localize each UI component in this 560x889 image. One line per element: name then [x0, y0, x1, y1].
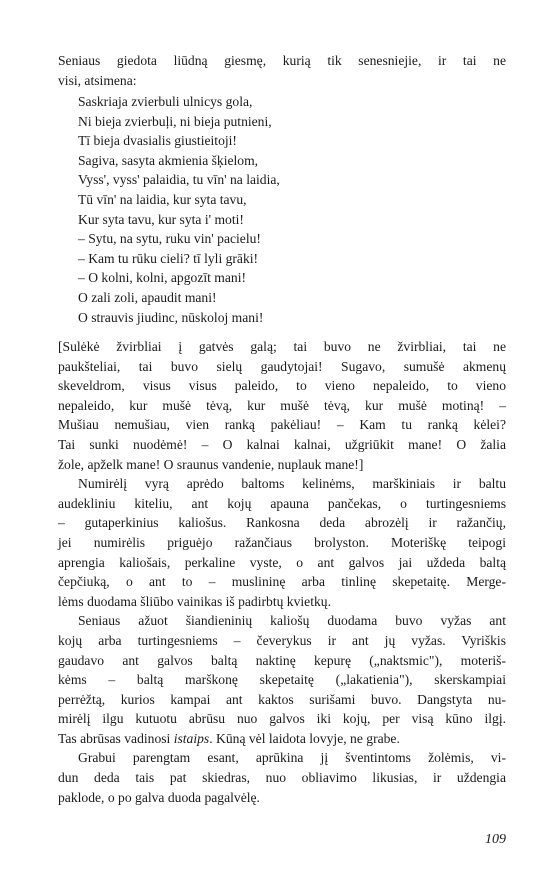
text-line: čepčiuką, o ant to – muslininę arba tinlinę skepetaitę. Merge- [58, 574, 506, 590]
text-line: dun deda tais pat skiedras, nuo obliavimo likusias, ir uždengia [58, 770, 506, 786]
body-text [58, 337, 506, 807]
text-line: audekliniu kiteliu, ant kojų apauna pančekas, o turtingesniems [58, 495, 506, 511]
verse-line: O strauvis jiudinc, nūskoloj mani! [78, 309, 264, 325]
text-segment: . Kūną vėl laidota lovyje, ne grabe. [209, 730, 400, 746]
verse-line: – O kolni, kolni, apgozīt mani! [78, 270, 247, 286]
text-line [58, 729, 506, 749]
verse-line: Vyss', vyss' palaidia, tu vīn' na laidia, [78, 172, 280, 188]
text-line: kojų arba turtingesniems – čeverykus ir ant jų vyžas. Vyriškis [58, 632, 506, 648]
text-line: Grabui parengtam esant, aprūkina jį šventintoms žolėmis, vi- [78, 750, 506, 766]
text-line: paklode, o po galva duoda pagalvėlę. [58, 789, 260, 805]
text-segment: Tas abrūsas vadinosi [58, 730, 171, 746]
translation-paragraph [58, 337, 506, 474]
text-line: mirėlį ilgu kutuotu abrūsu nuo galvos iki kojų, per visą kūno ilgį. [58, 711, 506, 727]
paragraph-coffin [58, 748, 506, 807]
text-line: kėms – baltą marškonę skepetaitę („lakatienia"), skerskampiai [58, 672, 506, 688]
paragraph-old-customs [58, 611, 506, 748]
text-line: Mušiau nemušiau, vien ranką pakėliau! – Kam tu ranką kėlei? [58, 417, 506, 433]
text-line: nepaleido, kur mušė tėvą, kur mušė tėvą, kur mušė motiną! – [58, 397, 506, 413]
dialect-song [78, 92, 518, 327]
verse-line: O zali zoli, apaudit mani! [78, 289, 217, 305]
verse-line: Tī bieja dvasialis giustieitoji! [78, 133, 237, 149]
text-line: Tai sunki nuodėmė! – O kalnai kalnai, užgriūkit mane! O žalia [58, 436, 506, 452]
verse-line: – Kam tu rūku cieli? tī lyli grāki! [78, 250, 259, 266]
text-line: Seniaus ažuot šiandieninių kaliošų duodama buvo vyžas ant [78, 613, 506, 629]
text-line: Seniaus giedota liūdną giesmę, kurią tik senesniejie, ir tai ne [58, 53, 506, 68]
verse-line: Ni bieja zvierbuļi, ni bieja putnieni, [78, 113, 272, 129]
text-line: visi, atsimena: [58, 72, 137, 88]
text-line: skeveldrom, visus visus paleido, to vieno nepaleido, to vieno [58, 378, 506, 394]
text-line: žole, apželk mane! O sraunus vandenie, nuplauk mane!] [58, 456, 364, 472]
verse-line: Sagiva, sasyta akmienia šķielom, [78, 152, 259, 168]
italic-term: istaips [173, 730, 210, 746]
page-number: 109 [485, 832, 506, 847]
verse-line: – Sytu, na sytu, ruku vin' pacielu! [78, 231, 261, 247]
text-line: perrėžtą, kurios kampai ant kaktos surišami buvo. Dangstyta nu- [58, 691, 506, 707]
text-line: Numirėlį vyrą aprėdo baltoms kelinėms, marškiniais ir baltu [78, 476, 506, 492]
verse-line: Kur syta tavu, kur syta i' moti! [78, 211, 244, 227]
text-line: paukšteliai, tai buvo sielų gaudytojai! Sugavo, sumušė akmenų [58, 358, 506, 374]
paragraph-dressing-deceased [58, 474, 506, 611]
text-line: – gutaperkinius kaliošus. Rankosna deda abrozėlį ir ražančių, [58, 515, 506, 531]
text-line: lėms duodama šliūbo vainikas iš padirbtų kvietkų. [58, 593, 331, 609]
intro-paragraph [58, 51, 506, 90]
text-line: aprengia kaliošais, perkaline vyste, o ant galvos jai uždeda baltą [58, 554, 506, 570]
text-line: [Sulėkė žvirbliai į gatvės galą; tai buvo ne žvirbliai, tai ne [58, 339, 506, 354]
text-line: jei numirėlis priguėjo ražančiaus brolyston. Moteriškę teipogi [58, 534, 506, 550]
verse-line: Saskriaja zvierbuli ulnicys gola, [78, 94, 253, 109]
verse-line: Tū vīn' na laidia, kur syta tavu, [78, 191, 247, 207]
text-line: gaudavo ant galvos baltą naktinę kepurę („naktsmic"), moteriš- [58, 652, 506, 668]
